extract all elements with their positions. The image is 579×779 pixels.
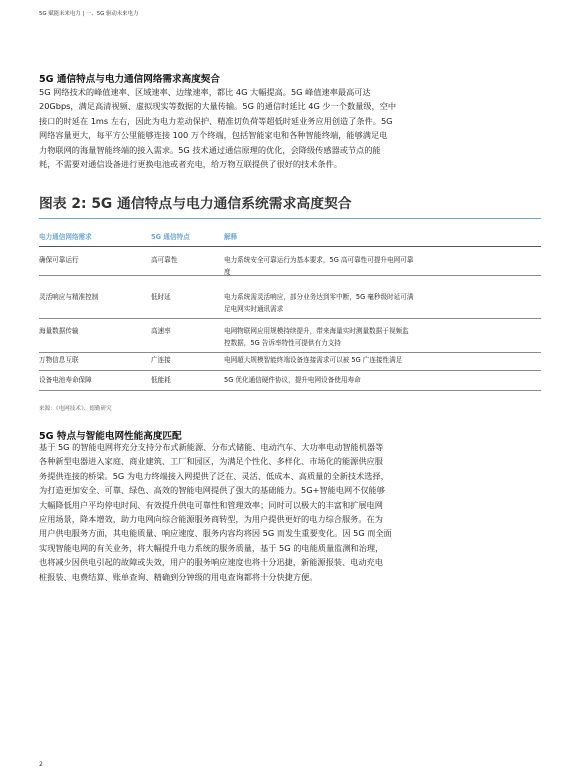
cell-line: 5G 优化通信硬件协议，提升电网设备使用寿命 — [224, 376, 361, 384]
cell-line: 电网超大规模智能终端设备连接需求可以被 5G 广连接性满足 — [224, 356, 403, 364]
paragraph-line: 也将减少因供电引起的故障或失效，用户的服务响应速度也将十分迅捷，新能源报装、电动充电 — [39, 557, 383, 568]
table-header — [39, 222, 541, 246]
cell-line: 度 — [224, 267, 231, 276]
running-header: 5G 赋能未来电力 | 一、5G 驱动未来电力 — [39, 11, 139, 17]
paragraph-line: 桩报装、电费结算、账单查询、精确到分钟级的用电查询都将十分快捷方便。 — [39, 571, 318, 582]
table-row — [39, 279, 541, 319]
section-heading-smart-grid: 5G 特点与智能电网性能高度匹配 — [39, 431, 182, 442]
cell-feature: 高速率 — [151, 327, 171, 335]
cell-explanation — [224, 255, 524, 278]
cell-line: 电力系统安全可靠运行为基本要求，5G 高可靠性可提升电网可靠 — [224, 256, 414, 264]
figure-source: 来源：《电网技术》、德勤研究 — [39, 406, 112, 412]
header-explanation: 解释 — [224, 233, 238, 241]
cell-feature: 高可靠性 — [151, 256, 178, 264]
cell-feature: 低能耗 — [151, 376, 171, 384]
paragraph-line: 20Gbps，满足高清视频、虚拟现实等数据的大量传输。5G 的通信时延比 4G 少一个数量级，空中 — [39, 101, 397, 112]
paragraph-line: 大幅降低用户平均停电时间、有效提升供电可靠性和管理效率；同时可以极大的丰富和扩展电网 — [39, 499, 383, 510]
cell-feature: 广连接 — [151, 356, 171, 364]
table-row — [39, 248, 541, 276]
cell-line: 控数据，5G 告诉率特性可提供有力支持 — [224, 338, 341, 347]
cell-need: 确保可靠运行 — [39, 256, 79, 264]
table-row — [39, 322, 541, 353]
cell-need: 设备电池寿命保障 — [39, 376, 92, 384]
cell-need: 灵活响应与精准控制 — [39, 293, 99, 301]
section2-paragraph — [39, 440, 541, 584]
paragraph-line: 用户供电服务方面，其电能质量、响应速度、服务内容均将因 5G 而发生重要变化。因 5G 而全面 — [39, 528, 392, 539]
page-number: 2 — [39, 761, 43, 768]
comparison-table — [39, 222, 541, 384]
table-row — [39, 356, 541, 371]
cell-line: 电网物联网应用规模持续提升，带来海量实时测量数据于视频监 — [224, 327, 409, 335]
paragraph-line: 实现智能电网的有关业务，将大幅提升电力系统的服务质量，基于 5G 的电能质量监测和治理， — [39, 542, 384, 553]
paragraph-line: 为打造更加安全、可靠、绿色、高效的智能电网提供了强大的基础能力。5G+智能电网不仅能够 — [39, 485, 385, 496]
cell-explanation — [224, 355, 524, 367]
header-feature: 5G 通信特点 — [151, 233, 190, 241]
paragraph-line: 应用场景，降本增效，助力电网向综合能源服务商转型，为用户提供更好的电力综合服务。在为 — [39, 514, 383, 525]
paragraph-line: 5G 网络技术的峰值速率、区域速率、边缘速率，都比 4G 大幅提高。5G 峰值速率最高可达 — [39, 87, 371, 97]
cell-line: 足电网实时通讯需求 — [224, 304, 284, 313]
cell-explanation — [224, 292, 524, 315]
cell-line: 电力系统需灵活响应，部分业务达到零中断，5G 毫秒级时延可满 — [224, 293, 414, 301]
paragraph-line: 力物联网的海量智能终端的接入需求。5G 技术通过通信原理的优化，会降级传感器或节点的能 — [39, 144, 381, 155]
paragraph-line: 各种新型电器进入家庭、商业建筑、工厂和园区，为满足个性化、多样化、市场化的能源供应服 — [39, 456, 383, 467]
paragraph-line: 基于 5G 的智能电网将充分支持分布式新能源、分布式储能、电动汽车、大功率电动智能机器等 — [39, 442, 384, 452]
figure-title: 图表 2: 5G 通信特点与电力通信系统需求高度契合 — [39, 196, 352, 212]
paragraph-line: 耗，不需要对通信设备进行更换电池或者充电，给万物互联提供了很好的技术条件。 — [39, 159, 342, 170]
table-header-rule — [39, 246, 541, 247]
cell-need: 万物信息互联 — [39, 356, 79, 364]
table-row — [39, 373, 541, 391]
section1-paragraph — [39, 85, 541, 171]
section-heading-communication: 5G 通信特点与电力通信网络需求高度契合 — [39, 74, 220, 85]
header-need: 电力通信网络需求 — [39, 233, 92, 241]
paragraph-line: 网络容量更大，每平方公里能够连接 100 万个终端，包括智能家电和各种智能终端，能够满足电 — [39, 130, 388, 141]
paragraph-line: 务提供连接的桥梁。5G 为电力终端接入网提供了泛在、灵活、低成本、高质量的全新技术选择， — [39, 470, 389, 481]
figure-top-rule — [39, 218, 541, 219]
cell-need: 海量数据传输 — [39, 327, 79, 335]
paragraph-line: 接口的时延在 1ms 左右，因此为电力差动保护、精准切负荷等超低时延业务应用创造了条件。5G — [39, 115, 393, 126]
cell-explanation — [224, 326, 524, 349]
cell-feature: 低时延 — [151, 293, 171, 301]
cell-explanation — [224, 375, 524, 387]
